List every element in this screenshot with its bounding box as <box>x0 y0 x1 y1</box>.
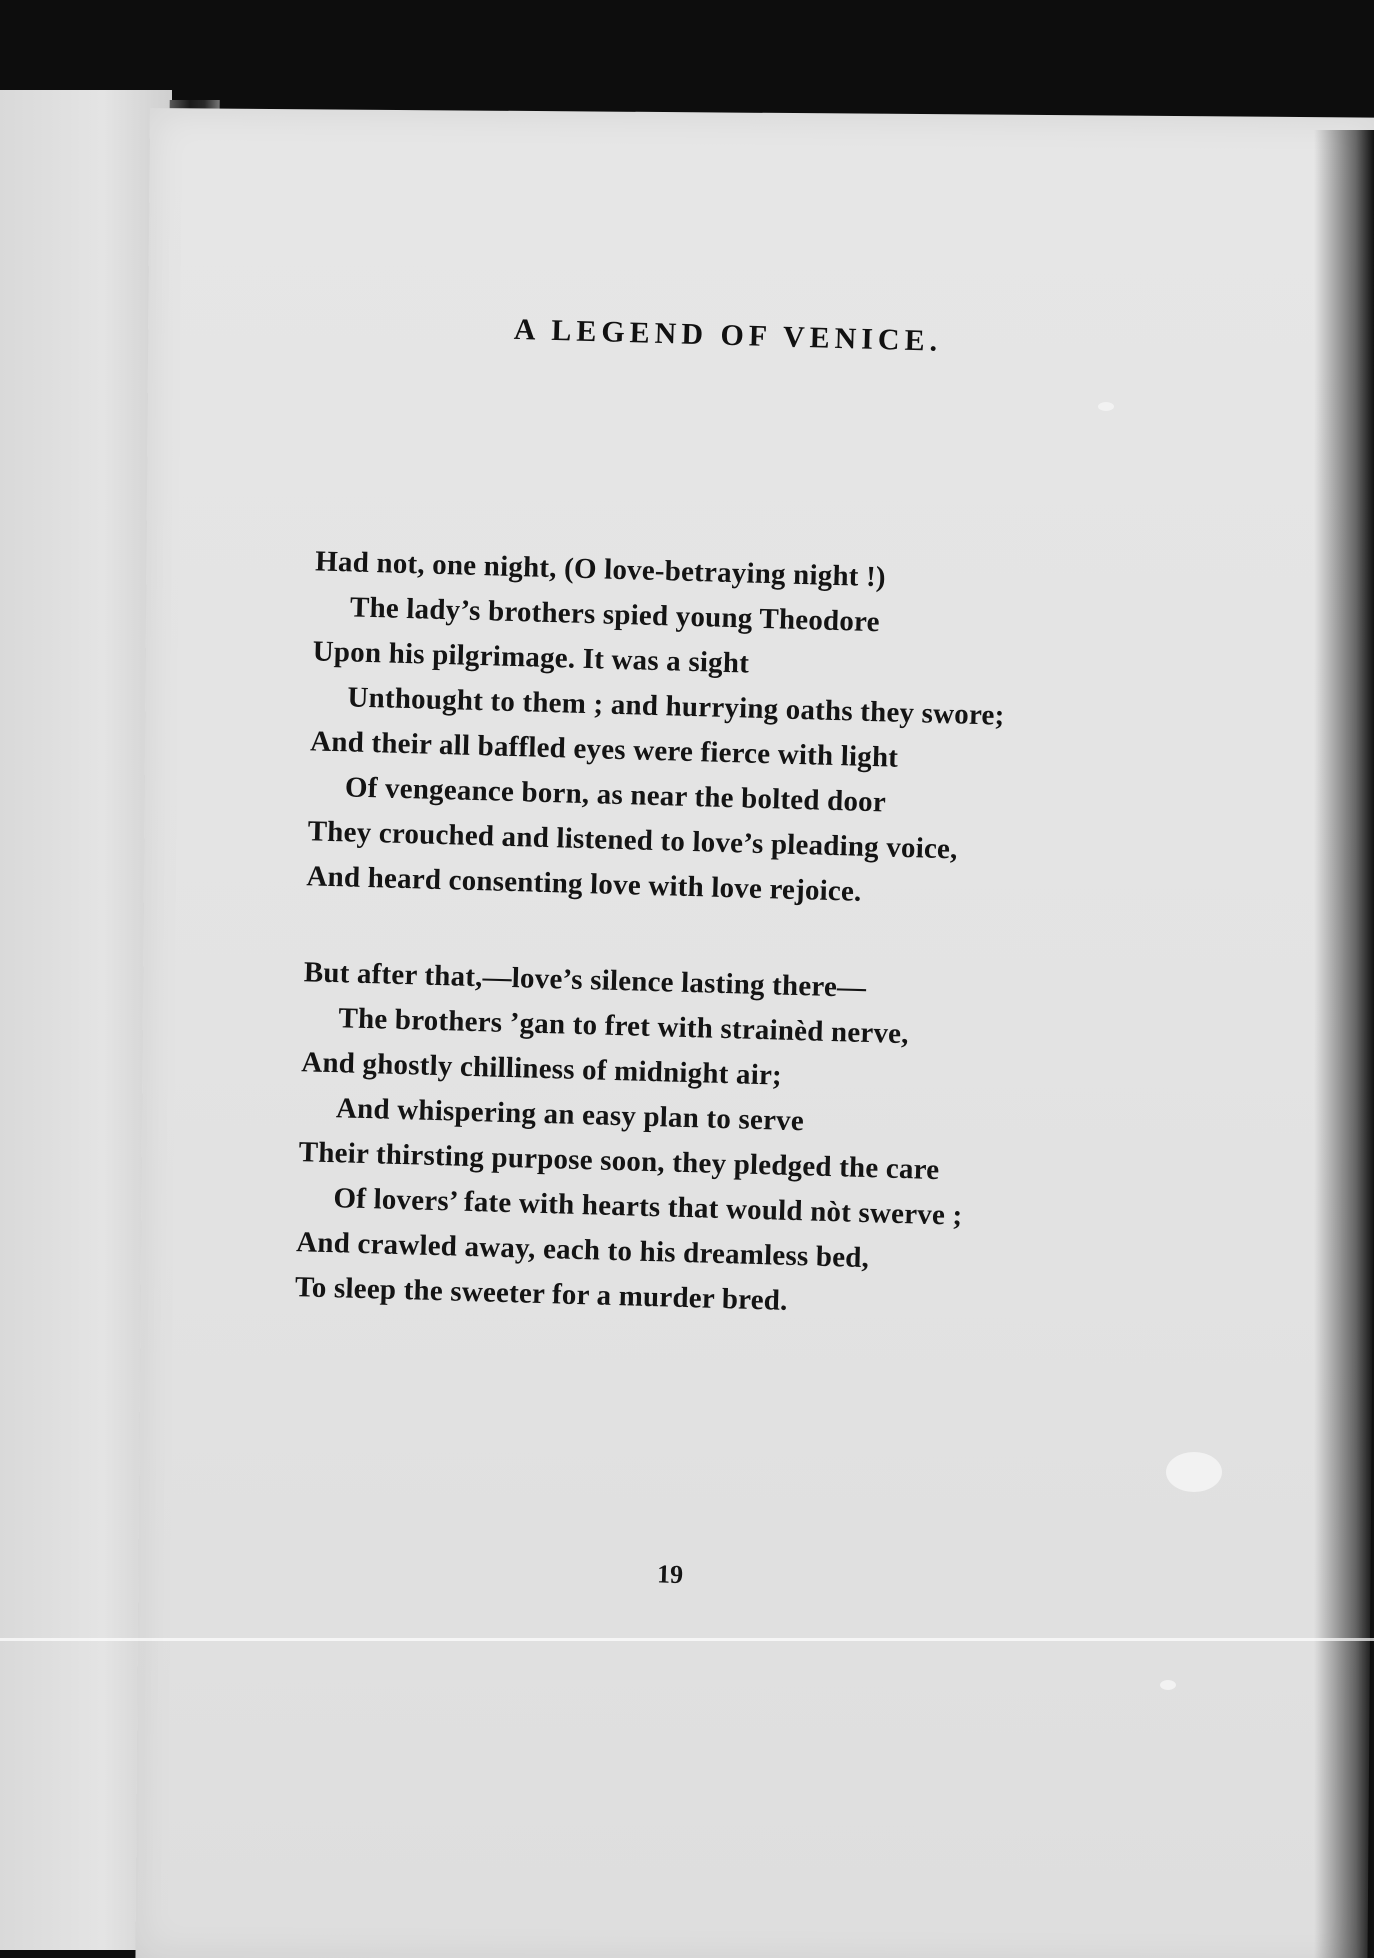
verse-line: And ghostly chilliness of midnight air; <box>300 1046 783 1092</box>
verse-line: Upon his pilgrimage. It was a sight <box>312 635 750 680</box>
verse-line: And their all baffled eyes were fierce with light <box>309 725 899 774</box>
verse-line: To sleep the sweeter for a murder bred. <box>294 1271 788 1317</box>
verse-line: They crouched and listened to love’s pleading voice, <box>307 815 958 866</box>
verse-line: Had not, one night, (O love-betraying night !) <box>314 545 887 594</box>
verse-line: Unthought to them ; and hurrying oaths they swore; <box>347 681 1005 732</box>
verse-line: But after that,—love’s silence lasting there— <box>303 956 867 1004</box>
verse-line: And whispering an easy plan to serve <box>335 1092 805 1138</box>
verse-line: And crawled away, each to his dreamless bed, <box>295 1226 870 1275</box>
verse-line: The lady’s brothers spied young Theodore <box>349 591 881 639</box>
page-title: A LEGEND OF VENICE. <box>513 312 943 358</box>
scan-artifact-line <box>0 1638 1374 1641</box>
verse-line: Their thirsting purpose soon, they pledged the care <box>298 1136 940 1187</box>
verse-line: Of lovers’ fate with hearts that would nòt swerve ; <box>333 1182 963 1232</box>
verse-line: Of vengeance born, as near the bolted door <box>344 771 887 819</box>
verse-line: The brothers ’gan to fret with strainèd nerve, <box>338 1002 910 1051</box>
verse-line: And heard consenting love with love rejoice. <box>306 860 862 908</box>
page-number: 19 <box>656 1559 684 1590</box>
